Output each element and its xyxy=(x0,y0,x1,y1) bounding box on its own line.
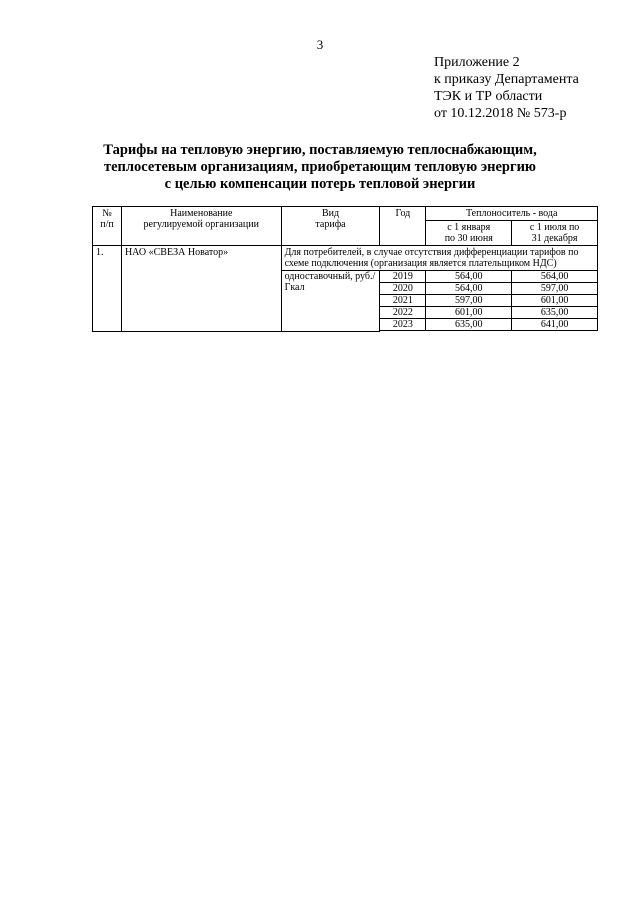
tariff-h1-cell: 597,00 xyxy=(426,295,512,307)
header-period-2-line-1: с 1 июля по xyxy=(529,222,580,233)
appendix-block xyxy=(434,54,579,122)
header-organization-line-2: регулируемой организации xyxy=(143,219,259,230)
tariff-h1-cell: 635,00 xyxy=(426,319,512,331)
tariff-h2-cell: 601,00 xyxy=(512,295,598,307)
tariff-table xyxy=(92,206,598,332)
header-period-1-line-2: по 30 июня xyxy=(444,233,493,244)
header-tariff-type-line-1: Вид xyxy=(321,208,340,219)
appendix-line-3: ТЭК и ТР области xyxy=(434,89,543,104)
tariff-h2-cell: 597,00 xyxy=(512,283,598,295)
header-period-2-line-2: 31 декабря xyxy=(531,233,578,244)
year-cell: 2022 xyxy=(380,307,426,319)
header-organization xyxy=(121,207,281,246)
title-line-1: Тарифы на тепловую энергию, поставляемую теплоснабжающим, xyxy=(103,142,537,158)
title-line-3: с целью компенсации потерь тепловой энергии xyxy=(164,176,476,192)
header-period-2 xyxy=(512,221,598,246)
header-organization-line-1: Наименование xyxy=(170,208,233,219)
row-consumer-note: Для потребителей, в случае отсутствия дифференциации тарифов по схеме подключения (организация является плательщиком НДС) xyxy=(281,246,597,271)
tariff-h2-cell: 641,00 xyxy=(512,319,598,331)
row-tariff-type: одноставочный, руб./Гкал xyxy=(281,271,380,332)
tariff-h1-cell: 564,00 xyxy=(426,283,512,295)
tariff-h2-cell: 564,00 xyxy=(512,271,598,283)
appendix-line-2: к приказу Департамента xyxy=(434,72,579,87)
header-year: Год xyxy=(380,207,426,246)
year-cell: 2020 xyxy=(380,283,426,295)
header-period-1 xyxy=(426,221,512,246)
year-cell: 2019 xyxy=(380,271,426,283)
header-tariff-type xyxy=(281,207,380,246)
document-title xyxy=(60,142,580,193)
page-number: 3 xyxy=(316,37,324,52)
tariff-h2-cell: 635,00 xyxy=(512,307,598,319)
title-line-2: теплосетевым организациям, приобретающим тепловую энергию xyxy=(103,159,537,175)
year-cell: 2023 xyxy=(380,319,426,331)
row-number: 1. xyxy=(93,246,122,332)
tariff-h1-cell: 601,00 xyxy=(426,307,512,319)
header-number xyxy=(93,207,122,246)
header-tariff-type-line-2: тарифа xyxy=(315,219,346,230)
header-number-line-2: п/п xyxy=(100,219,114,230)
appendix-line-4: от 10.12.2018 № 573-р xyxy=(434,106,567,121)
year-cell: 2021 xyxy=(380,295,426,307)
appendix-line-1: Приложение 2 xyxy=(434,55,520,70)
tariff-h1-cell: 564,00 xyxy=(426,271,512,283)
header-number-line-1: № xyxy=(102,208,112,219)
row-organization: НАО «СВЕЗА Новатор» xyxy=(121,246,281,332)
header-carrier: Теплоноситель - вода xyxy=(426,207,598,221)
header-period-1-line-1: с 1 января xyxy=(447,222,491,233)
